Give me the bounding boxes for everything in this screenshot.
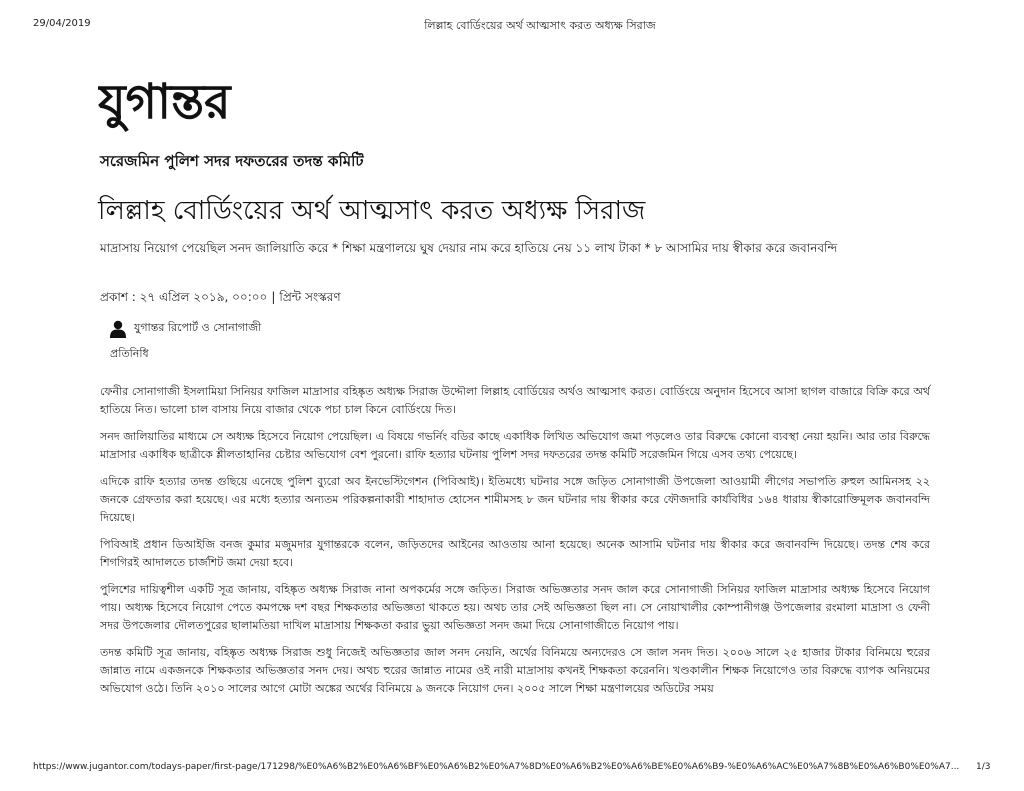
print-page-number: 1/3 — [976, 762, 991, 772]
print-date: 29/04/2019 — [33, 18, 91, 29]
article-paragraph: ফেনীর সোনাগাজী ইসলামিয়া সিনিয়র ফাজিল মাদ্রাসার বহিষ্কৃত অধ্যক্ষ সিরাজ উদ্দৌলা লিল্লাহ বোর্ডিয়ের অর্থও আত্মসাৎ করত। বোর্ডিংয়ে অনুদান হিসেবে আসা ছাগল বাজারে বিক্রি করে অর্থ হাতিয়ে নিত। ভালো চাল বাসায় নিয়ে বাজার থেকে পচা চাল কিনে বোর্ডিংয়ে দিত। — [100, 385, 930, 416]
publish-date: প্রকাশ : ২৭ এপ্রিল ২০১৯, ০০:০০ — [100, 290, 268, 304]
article-paragraph: পিবিআই প্রধান ডিআইজি বনজ কুমার মজুমদার যুগান্তরকে বলেন, জড়িতদের আইনের আওতায় আনা হয়েছে। অনেক আসামি ঘটনার দায় স্বীকার করে জবানবন্দি দিয়েছে। তদন্ত শেষ করে শিগগিরই আদালতে চার্জশিট জমা দেয়া হবে। — [100, 538, 930, 569]
publish-separator: | — [271, 290, 276, 304]
publish-line — [100, 289, 341, 309]
article-paragraph: সনদ জালিয়াতির মাধ্যমে সে অধ্যক্ষ হিসেবে নিয়োগ পেয়েছিল। এ বিষয়ে গভর্নিং বডির কাছে একাধিক লিখিত অভিযোগ জমা পড়লেও তার বিরুদ্ধে কোনো ব্যবস্থা নেয়া হয়নি। আর তার বিরুদ্ধে মাদ্রাসার একাধিক ছাত্রীকে শ্লীলতাহানির চেষ্টার অভিযোগ বেশ পুরনো। রাফি হত্যার ঘটনায় পুলিশ সদর দফতরের তদন্ত কমিটি সরেজমিন গিয়ে এসব তথ্য পেয়েছে। — [100, 430, 930, 461]
author-role: প্রতিনিধি — [110, 347, 149, 360]
jugantor-logo[interactable] — [98, 72, 358, 132]
print-footer-url[interactable]: https://www.jugantor.com/todays-paper/first-page/171298/%E0%A6%B2%E0%A6%BF%E0%A6%B2%E0%A7%8D%E0%A6%B2%E0%A6%BE%E0%A6%B9-%E0%A6%AC%E0%A7%8B%E0%A6%B0%E0%A7... — [33, 762, 960, 772]
article-kicker: সরেজমিন পুলিশ সদর দফতরের তদন্ত কমিটি — [100, 152, 364, 170]
author-name: যুগান্তর রিপোর্ট ও সোনাগাজী — [134, 321, 262, 334]
article-paragraph: পুলিশের দায়িত্বশীল একটি সূত্র জানায়, বহিষ্কৃত অধ্যক্ষ সিরাজ নানা অপকর্মের সঙ্গে জড়িত। সিরাজ অভিজ্ঞতার সনদ জাল করে সোনাগাজী সিনিয়র ফাজিল মাদ্রাসার অধ্যক্ষ হিসেবে নিয়োগ পায়। অধ্যক্ষ হিসেবে নিয়োগ পেতে কমপক্ষে দশ বছর শিক্ষকতার অভিজ্ঞতা থাকতে হয়। অথচ তার সেই অভিজ্ঞতা ছিল না। সে নোয়াখালীর কোম্পানীগঞ্জ উপজেলার রংমালা মাদ্রাসা ও ফেনী সদর উপজেলার দৌলতপুরের ছালামতিয়া দাখিল মাদ্রাসায় শিক্ষকতা করার ভুয়া অভিজ্ঞতা সনদ জমা দিয়ে সোনাগাজীতে নিয়োগ পায়। — [100, 583, 930, 632]
article-paragraph: এদিকে রাফি হত্যার তদন্ত গুছিয়ে এনেছে পুলিশ ব্যুরো অব ইনভেস্টিগেশন (পিবিআই)। ইতিমধ্যে ঘটনার সঙ্গে জড়িত সোনাগাজী উপজেলা আওয়ামী লীগের সভাপতি রুহুল আমিনসহ ২২ জনকে গ্রেফতার করা হয়েছে। এর মধ্যে হত্যার অন্যতম পরিকল্পনাকারী শাহাদাত হোসেন শামীমসহ ৮ জন ঘটনার দায় স্বীকার করে ফৌজদারি কার্যবিধির ১৬৪ ধারায় স্বীকারোক্তিমূলক জবানবন্দি দিয়েছে। — [100, 475, 930, 524]
print-version-link[interactable]: প্রিন্ট সংস্করণ — [279, 290, 341, 304]
logo-text: যুগান্তর — [98, 74, 231, 130]
article-headline: লিল্লাহ বোর্ডিংয়ের অর্থ আত্মসাৎ করত অধ্যক্ষ সিরাজ — [98, 196, 646, 226]
user-icon — [110, 320, 126, 338]
author-byline — [110, 319, 261, 338]
article-subhead: মাদ্রাসায় নিয়োগ পেয়েছিল সনদ জালিয়াতি করে * শিক্ষা মন্ত্রণালয়ে ঘুষ দেয়ার নাম করে হাতিয়ে নেয় ১১ লাখ টাকা * ৮ আসামির দায় স্বীকার করে জবানবন্দি — [100, 241, 838, 255]
print-page-title: লিল্লাহ বোর্ডিংয়ের অর্থ আত্মসাৎ করত অধ্যক্ষ সিরাজ — [424, 19, 656, 32]
article-paragraph: তদন্ত কমিটি সূত্র জানায়, বহিষ্কৃত অধ্যক্ষ সিরাজ শুধু নিজেই অভিজ্ঞতার জাল সনদ নেয়নি, অর্থের বিনিময়ে অন্যদেরও সে জাল সনদ দিত। ২০০৬ সালে ২৫ হাজার টাকার বিনিময়ে হুরের জান্নাত নামে একজনকে শিক্ষকতার অভিজ্ঞতার সনদ দেয়। অথচ হুরের জান্নাত নামের ওই নারী মাদ্রাসায় কখনই শিক্ষকতা করেননি। খণ্ডকালীন শিক্ষক নিয়োগেও তার বিরুদ্ধে ব্যাপক অনিয়মের অভিযোগ ওঠে। তিনি ২০১০ সালের আগে মোটা অঙ্কের অর্থের বিনিময়ে ৯ জনকে নিয়োগ দেন। ২০০৫ সালে শিক্ষা মন্ত্রণালয়ের অডিটের সময় — [100, 646, 930, 695]
article-body — [100, 383, 930, 707]
